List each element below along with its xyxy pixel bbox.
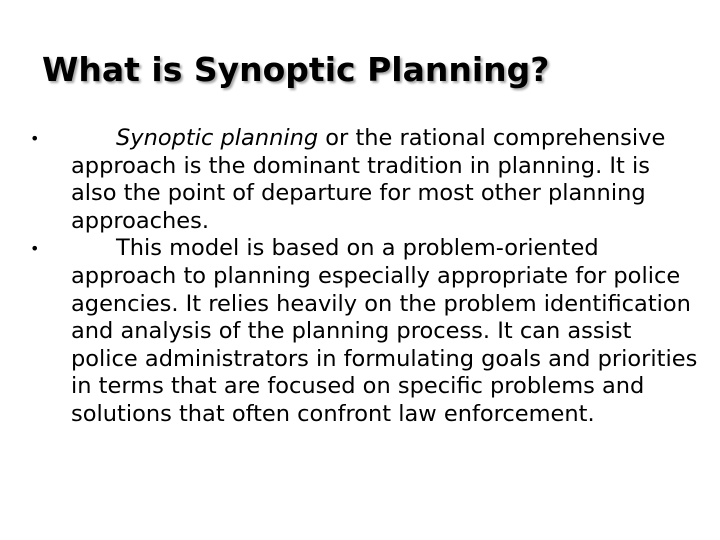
bullet-item-1 <box>30 125 700 235</box>
slide-title: What is Synoptic Planning? <box>42 50 550 89</box>
bullet-1-text: or the rational comprehensive approach is the dominant tradition in planning. It is also the point of departure for most other planning approaches. <box>71 125 666 234</box>
bullet-icon: • <box>30 239 40 259</box>
bullet-2-text: This model is based on a problem-oriented approach to planning especially appropriate for police agencies. It relies heavily on the problem identification and analysis of the planning process. It can assist police administrators in formulating goals and priorities in terms that are focused on specific problems and solutions that often confront law enforcement. <box>71 235 698 427</box>
bullet-icon: • <box>30 129 40 148</box>
bullet-list <box>30 125 700 429</box>
bullet-1-emphasis: Synoptic planning <box>116 125 319 151</box>
bullet-item-2 <box>30 235 700 428</box>
